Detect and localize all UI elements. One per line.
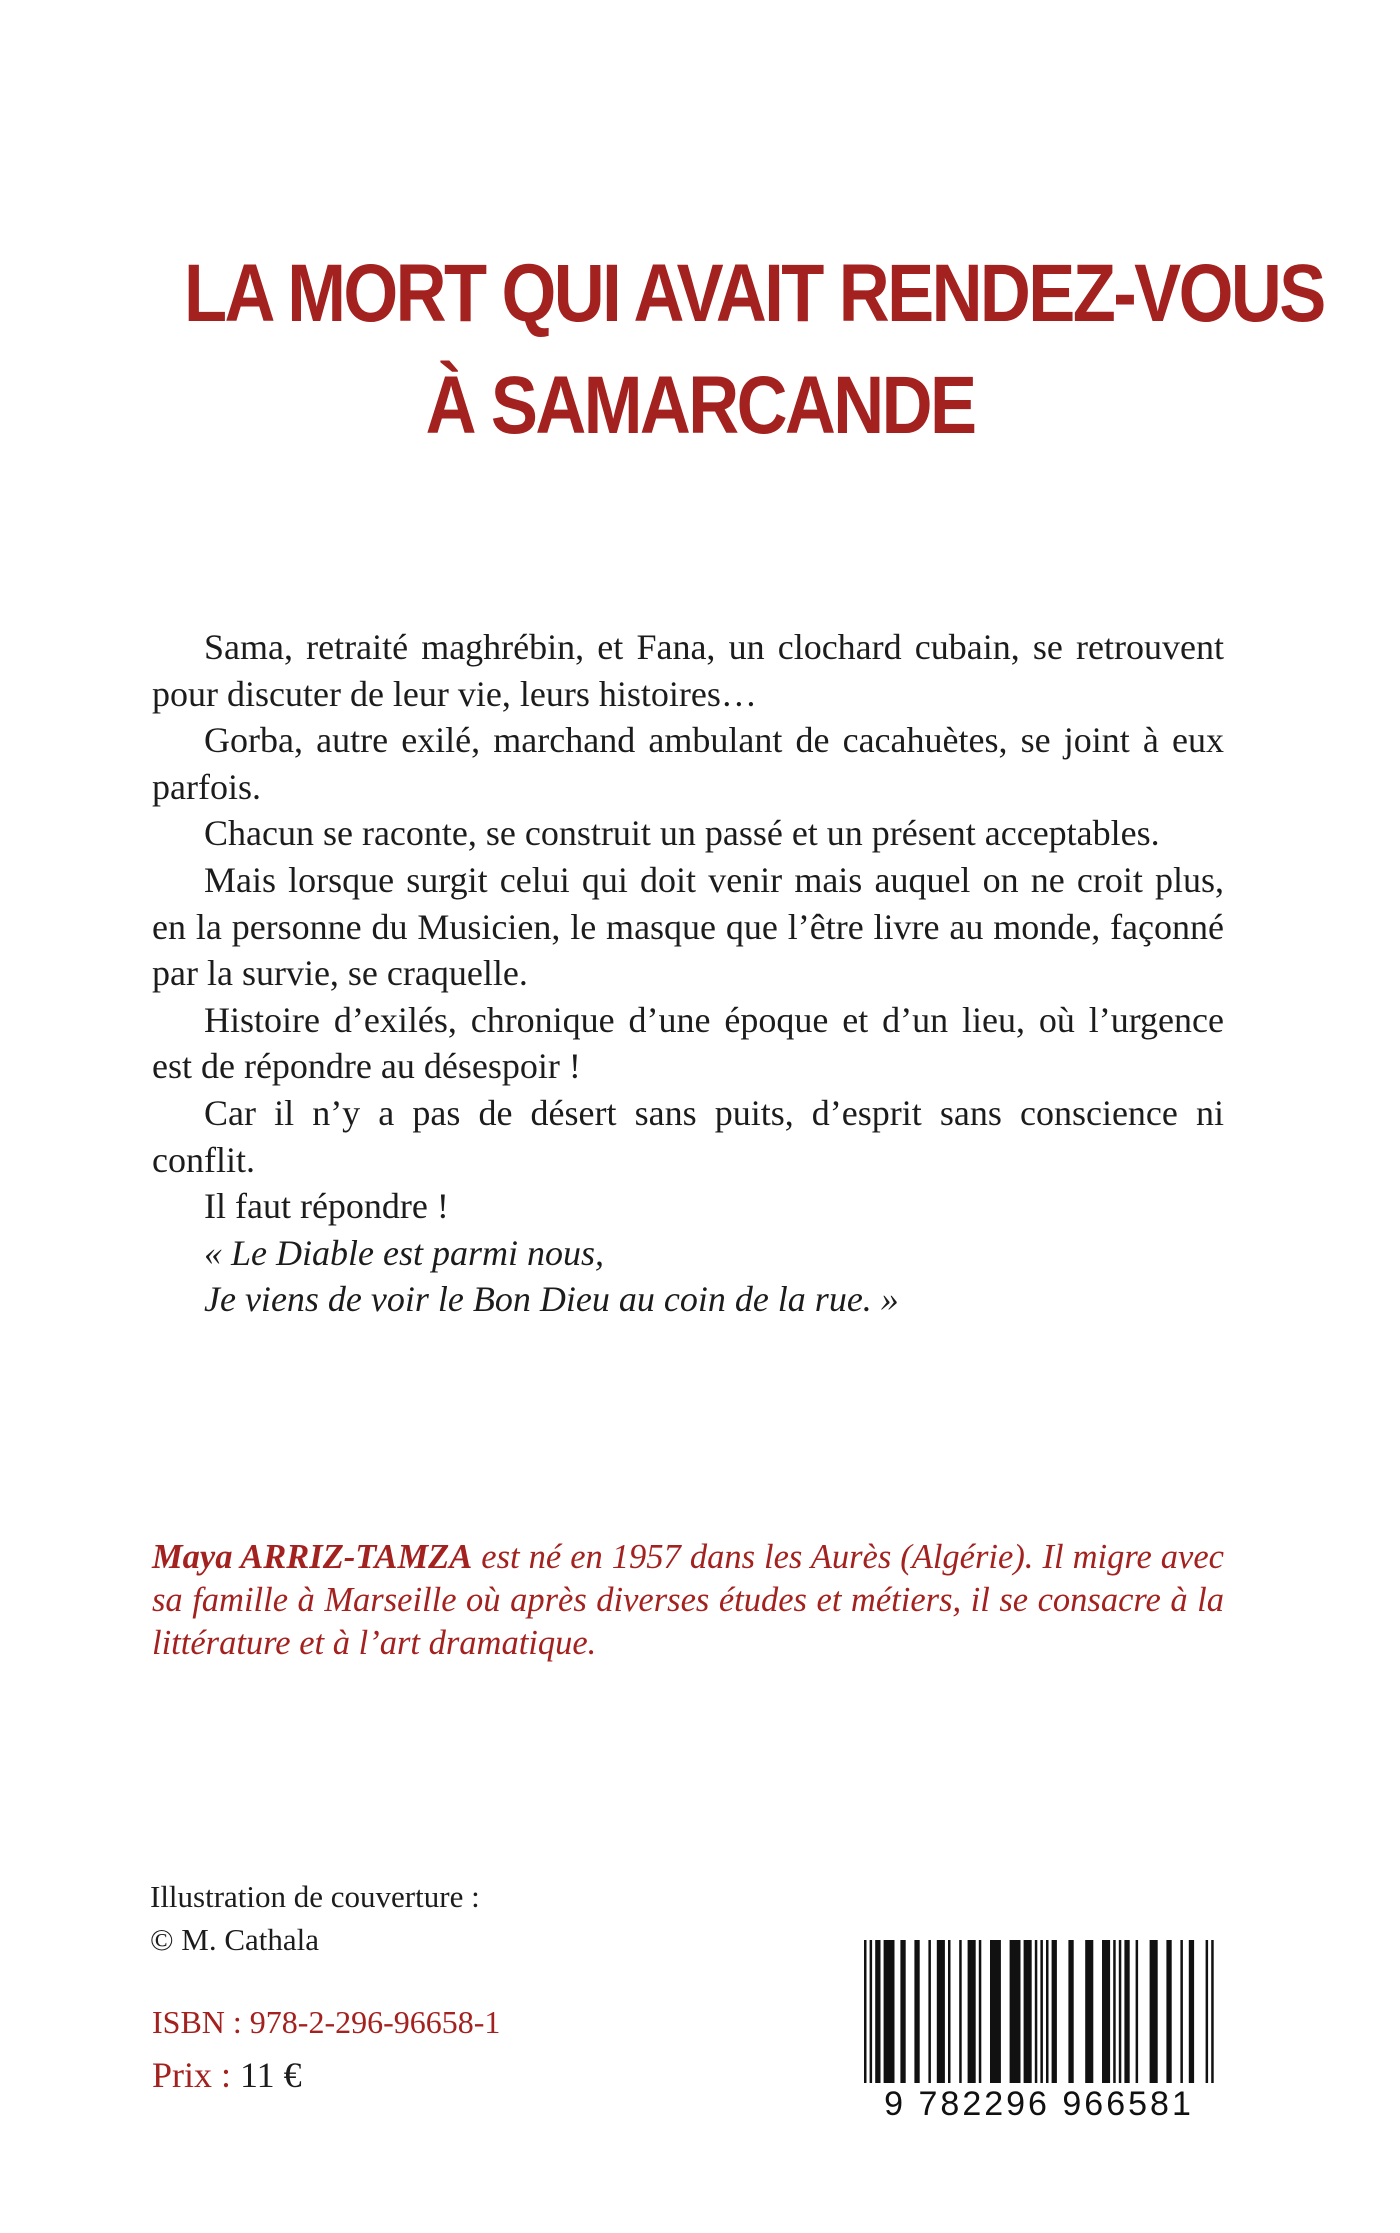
- barcode-bar: [1180, 1940, 1183, 2090]
- barcode-bar: [864, 1940, 867, 2090]
- blurb-paragraph: Il faut répondre !: [204, 1186, 449, 1227]
- barcode-bar: [928, 1940, 931, 2090]
- barcode-bar: [979, 1940, 982, 2090]
- barcode-bar: [1113, 1940, 1116, 2090]
- barcode-bar: [884, 1940, 895, 2090]
- bio-text: est né en 1957 dans les Aurès (Algérie). Il migre avec sa famille à Marseille où après diverses études et métiers, il se consacre à la littérature et à l’art dramatique.: [152, 1538, 1224, 1662]
- barcode-bar: [948, 1940, 951, 2090]
- author-bio: [152, 1536, 1224, 1665]
- blurb-paragraph: Gorba, autre exilé, marchand ambulant de cacahuètes, se joint à eux parfois.: [152, 720, 1224, 807]
- barcode-bar: [1035, 1940, 1038, 2090]
- barcode-bar: [1124, 1940, 1129, 2090]
- barcode-bar: [1040, 1940, 1043, 2090]
- illustration-credits: [150, 1875, 480, 1961]
- price-label: Prix :: [152, 2055, 232, 2095]
- barcode-bar: [937, 1940, 945, 2090]
- barcode-bar: [1136, 1940, 1139, 2090]
- barcode-bar: [1024, 1940, 1032, 2090]
- barcode-bar: [1085, 1940, 1093, 2090]
- barcode-bar: [1046, 1940, 1049, 2090]
- credits-artist: © M. Cathala: [150, 1922, 320, 1957]
- barcode-bar: [875, 1940, 880, 2090]
- barcode-bar: [959, 1940, 962, 2090]
- barcode-bar: [968, 1940, 976, 2090]
- barcode-bar: [1010, 1940, 1021, 2090]
- barcode-bar: [1068, 1940, 1073, 2090]
- barcode-bar: [1102, 1940, 1110, 2090]
- barcode-bar: [1119, 1940, 1122, 2090]
- barcode-bar: [990, 1940, 1001, 2090]
- quote-line-1: « Le Diable est parmi nous,: [204, 1232, 604, 1273]
- title-line-1: LA MORT QUI AVAIT RENDEZ-VOUS: [184, 248, 1324, 339]
- blurb-paragraph: Car il n’y a pas de désert sans puits, d’esprit sans conscience ni conflit.: [152, 1092, 1224, 1180]
- price-value: 11 €: [240, 2055, 302, 2095]
- price: [152, 2054, 302, 2096]
- barcode-bar: [900, 1940, 905, 2090]
- barcode-bar: [1166, 1940, 1171, 2090]
- barcode-bar: [1052, 1940, 1057, 2090]
- barcode-digits: 9 782296 966581: [864, 2083, 1214, 2125]
- barcode-bar: [1206, 1940, 1209, 2090]
- barcode-bar: [1150, 1940, 1158, 2090]
- blurb-paragraph: Histoire d’exilés, chronique d’une époque et d’un lieu, où l’urgence est de répondre au désespoir !: [152, 999, 1224, 1087]
- blurb-paragraph: Chacun se raconte, se construit un passé et un présent acceptables.: [204, 813, 1160, 854]
- credits-label: Illustration de couverture :: [150, 1879, 480, 1914]
- barcode-bar: [1189, 1940, 1194, 2090]
- blurb-paragraph: Sama, retraité maghrébin, et Fana, un clochard cubain, se retrouvent pour discuter de leur vie, leurs histoires…: [152, 627, 1224, 714]
- quote-line-2: Je viens de voir le Bon Dieu au coin de la rue. »: [204, 1279, 899, 1320]
- blurb: [152, 624, 1224, 1323]
- author-name: Maya ARRIZ-TAMZA: [152, 1538, 473, 1576]
- blurb-paragraph: Mais lorsque surgit celui qui doit venir mais auquel on ne croit plus, en la personne du Musicien, le masque que l’être livre au monde, façonné par la survie, se craquelle.: [152, 859, 1224, 994]
- isbn: ISBN : 978-2-296-96658-1: [152, 2004, 501, 2040]
- barcode-bar: [870, 1940, 873, 2090]
- barcode-bar: [1211, 1940, 1214, 2090]
- title-line-2: À SAMARCANDE: [425, 360, 975, 451]
- book-title: [184, 238, 1324, 462]
- barcode-bar: [914, 1940, 919, 2090]
